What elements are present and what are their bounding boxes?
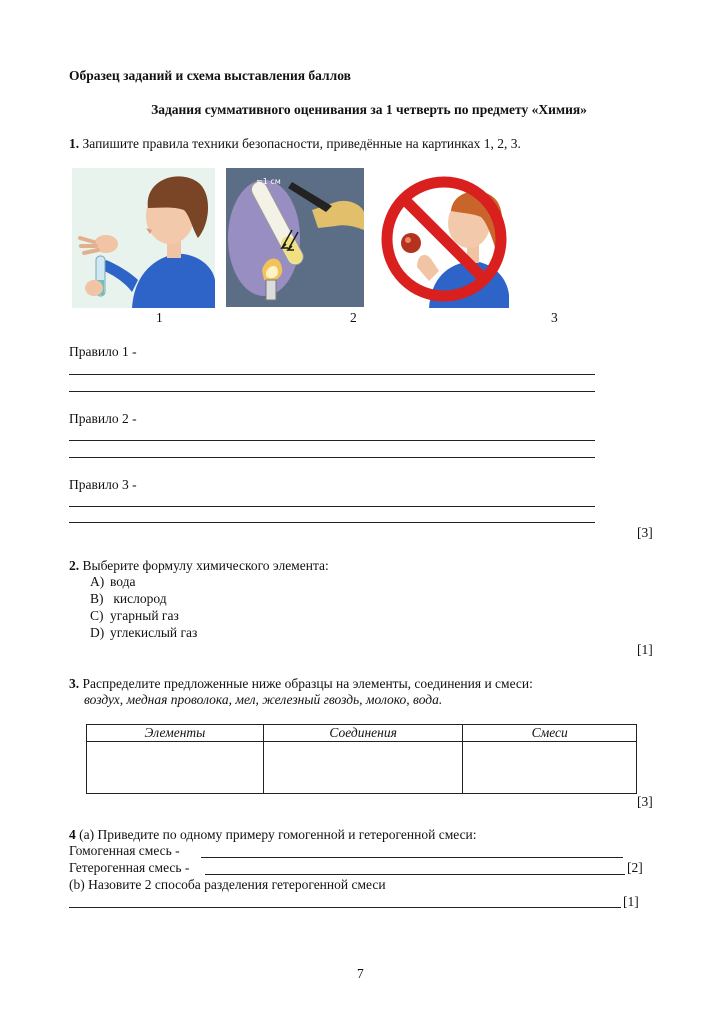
option-a[interactable]	[90, 574, 136, 590]
compounds-answer-cell[interactable]	[263, 742, 463, 794]
option-c-label: C)	[90, 608, 104, 623]
question-2-number: 2.	[69, 558, 80, 573]
picture-label-2: 2	[350, 310, 357, 325]
question-4-number: 4	[69, 827, 76, 842]
rule-3-answer-line-1[interactable]	[69, 506, 595, 507]
question-1-text: Запишите правила техники безопасности, приведённые на картинках 1, 2, 3.	[82, 136, 521, 151]
picture-label-3: 3	[551, 310, 558, 325]
heterogeneous-answer-line[interactable]	[205, 874, 625, 875]
no-eating-prohibition-illustration	[373, 171, 516, 308]
safety-picture-2	[226, 168, 364, 307]
option-b-text: кислород	[110, 591, 167, 606]
option-a-label: A)	[90, 574, 105, 589]
rule-2-answer-line-2[interactable]	[69, 457, 595, 458]
option-d-label: D)	[90, 625, 105, 640]
safety-picture-1	[72, 168, 215, 308]
rule-2-answer-line-1[interactable]	[69, 440, 595, 441]
option-a-text: вода	[110, 574, 136, 589]
question-4a-score: [2]	[627, 860, 643, 875]
question-1	[69, 136, 521, 152]
smelling-person-illustration	[72, 168, 215, 308]
rule-1-label: Правило 1 -	[69, 344, 137, 359]
question-2	[69, 558, 329, 574]
column-header-compounds: Соединения	[263, 725, 463, 742]
question-3	[69, 676, 533, 692]
question-1-score: [3]	[637, 525, 653, 540]
question-3-number: 3.	[69, 676, 80, 691]
question-3-samples: воздух, медная проволока, мел, железный гвоздь, молоко, вода.	[84, 692, 443, 707]
question-4b-score: [1]	[623, 894, 639, 909]
option-c-text: угарный газ	[110, 608, 179, 623]
option-b[interactable]	[90, 591, 167, 607]
rule-3-answer-line-2[interactable]	[69, 522, 595, 523]
test-tube-heating-illustration	[226, 168, 364, 307]
rule-1-answer-line-2[interactable]	[69, 391, 595, 392]
option-d[interactable]	[90, 625, 197, 641]
document-title: Образец заданий и схема выставления баллов	[69, 68, 351, 83]
homogeneous-answer-line[interactable]	[201, 857, 623, 858]
question-2-text: Выберите формулу химического элемента:	[82, 558, 329, 573]
document-subtitle: Задания суммативного оценивания за 1 четверть по предмету «Химия»	[151, 102, 587, 117]
question-4-part-a-text: (a) Приведите по одному примеру гомогенной и гетерогенной смеси:	[79, 827, 477, 842]
homogeneous-label: Гомогенная смесь -	[69, 843, 180, 858]
rule-3-label: Правило 3 -	[69, 477, 137, 492]
question-2-score: [1]	[637, 642, 653, 657]
classification-table	[86, 724, 637, 794]
option-d-text: углекислый газ	[110, 625, 198, 640]
page-number: 7	[357, 966, 364, 981]
question-4	[69, 827, 477, 843]
option-b-label: B)	[90, 591, 104, 606]
question-4-part-b-text: (b) Назовите 2 способа разделения гетерогенной смеси	[69, 877, 386, 892]
column-header-mixtures: Смеси	[463, 725, 637, 742]
question-1-number: 1.	[69, 136, 80, 151]
heterogeneous-label: Гетерогенная смесь -	[69, 860, 190, 875]
tube-height-label: ≈1 см	[256, 177, 281, 186]
question-3-text: Распределите предложенные ниже образцы на элементы, соединения и смеси:	[82, 676, 533, 691]
picture-label-1: 1	[156, 310, 163, 325]
rule-2-label: Правило 2 -	[69, 411, 137, 426]
rule-1-answer-line-1[interactable]	[69, 374, 595, 375]
separation-methods-answer-line[interactable]	[69, 907, 621, 908]
elements-answer-cell[interactable]	[87, 742, 264, 794]
safety-picture-3	[373, 171, 516, 308]
column-header-elements: Элементы	[87, 725, 264, 742]
mixtures-answer-cell[interactable]	[463, 742, 637, 794]
option-c[interactable]	[90, 608, 179, 624]
question-3-score: [3]	[637, 794, 653, 809]
